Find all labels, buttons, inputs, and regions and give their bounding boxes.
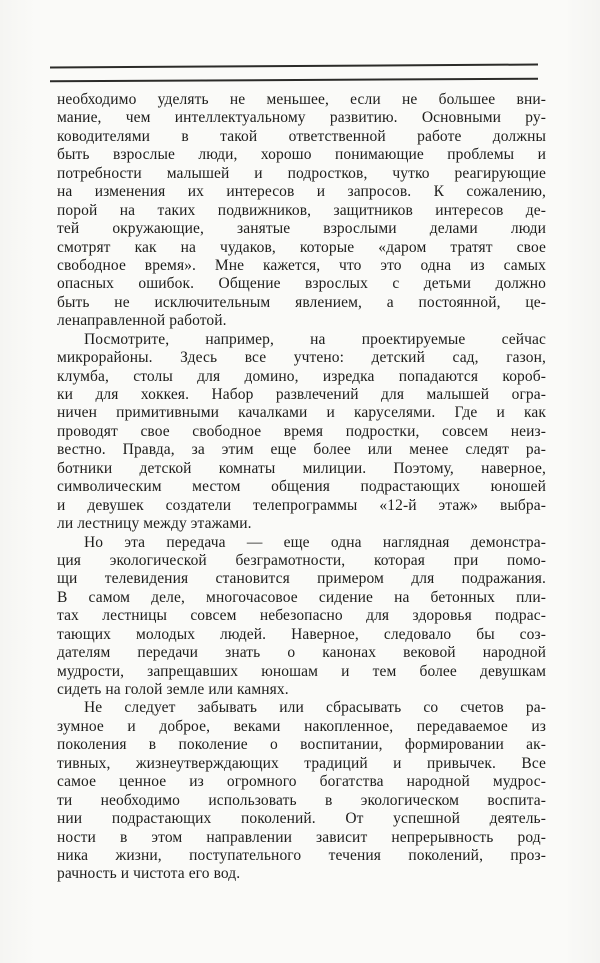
text-line: рачность и чистота его вод.	[57, 865, 241, 883]
text-line: мание, чем интеллектуальному развитию. Основными ру-	[57, 109, 546, 127]
text-line: порой на таких подвижников, защитников интересов де-	[57, 201, 546, 219]
text-line: на изменения их интересов и запросов. К сожалению,	[57, 183, 546, 201]
text-line: ботники детской комнаты милиции. Поэтому, наверное,	[57, 459, 546, 477]
text-line: ководителями в такой ответственной работе должны	[57, 127, 546, 145]
text-line: В самом деле, многочасовое сидение на бетонных пли-	[57, 588, 546, 606]
text-line: ленаправленной работой.	[57, 312, 227, 330]
top-double-rule-upper	[50, 64, 538, 69]
text-line: и девушек создатели телепрограммы «12-й этаж» выбра-	[57, 496, 546, 514]
text-line: тей окружающие, занятые взрослыми делами люди	[57, 220, 546, 238]
text-block	[57, 91, 546, 884]
text-line: зумное и доброе, веками накопленное, передаваемое из	[57, 717, 546, 735]
text-line: вестно. Правда, за этим еще более или менее следят ра-	[57, 441, 546, 459]
paragraph	[57, 699, 546, 883]
text-line: Но эта передача — еще одна наглядная демонстра-	[84, 533, 546, 551]
text-line: нии подрастающих поколений. От успешной деятель-	[57, 810, 546, 828]
text-line: ности в этом направлении зависит непрерывность род-	[57, 828, 546, 846]
text-line: Посмотрите, например, на проектируемые сейчас	[84, 330, 546, 348]
text-line: ли лестницу между этажами.	[57, 515, 252, 533]
text-line: щи телевидения становится примером для подражания.	[57, 570, 546, 588]
text-line: ки для хоккея. Набор развлечений для малышей огра-	[57, 386, 546, 403]
text-line: ти необходимо использовать в экологическом воспита-	[57, 791, 546, 809]
text-line: быть взрослые люди, хорошо понимающие проблемы и	[57, 146, 546, 164]
text-line: сидеть на голой земле или камнях.	[57, 681, 289, 698]
paragraph	[57, 534, 546, 700]
text-line: ничен примитивными качалками и каруселями. Где и как	[57, 404, 546, 422]
text-line: смотрят как на чудаков, которые «даром тратят свое	[57, 238, 546, 256]
top-double-rule-lower	[50, 78, 538, 83]
text-line: самое ценное из огромного богатства народной мудрос-	[57, 773, 546, 791]
paragraph	[57, 91, 546, 331]
text-line: быть не исключительным явлением, а постоянной, це-	[57, 293, 546, 311]
text-line: Не следует забывать или сбрасывать со счетов ра-	[84, 699, 546, 717]
text-line: поколения в поколение о воспитании, формировании ак-	[57, 736, 546, 754]
text-line: свободное время». Мне кажется, что это одна из самых	[57, 256, 546, 274]
text-line: символическим местом общения подрастающих юношей	[57, 478, 546, 496]
text-line: клумба, столы для домино, изредка попадаются короб-	[57, 367, 546, 385]
text-line: мудрости, запрещавших юношам и тем более девушкам	[57, 662, 546, 680]
text-line: опасных ошибок. Общение взрослых с детьми должно	[57, 275, 546, 293]
text-line: тающих молодых людей. Наверное, следовало бы соз-	[57, 625, 546, 643]
text-line: необходимо уделять не меньшее, если не большее вни-	[57, 91, 546, 108]
text-line: ция экологической безграмотности, которая при помо-	[57, 551, 546, 569]
text-line: проводят свое свободное время подростки, совсем неиз-	[57, 422, 546, 440]
text-line: тах лестницы совсем небезопасно для здоровья подрас-	[57, 607, 546, 625]
text-line: микрорайоны. Здесь все учтено: детский сад, газон,	[57, 349, 546, 367]
text-line: дателям передачи знать о канонах вековой народной	[57, 644, 546, 662]
text-line: потребности малышей и подростков, чутко реагирующие	[57, 164, 546, 182]
text-line: ника жизни, поступательного течения поколений, проз-	[57, 846, 546, 864]
text-line: тивных, жизнеутверждающих традиций и привычек. Все	[57, 754, 546, 772]
paragraph	[57, 331, 546, 534]
